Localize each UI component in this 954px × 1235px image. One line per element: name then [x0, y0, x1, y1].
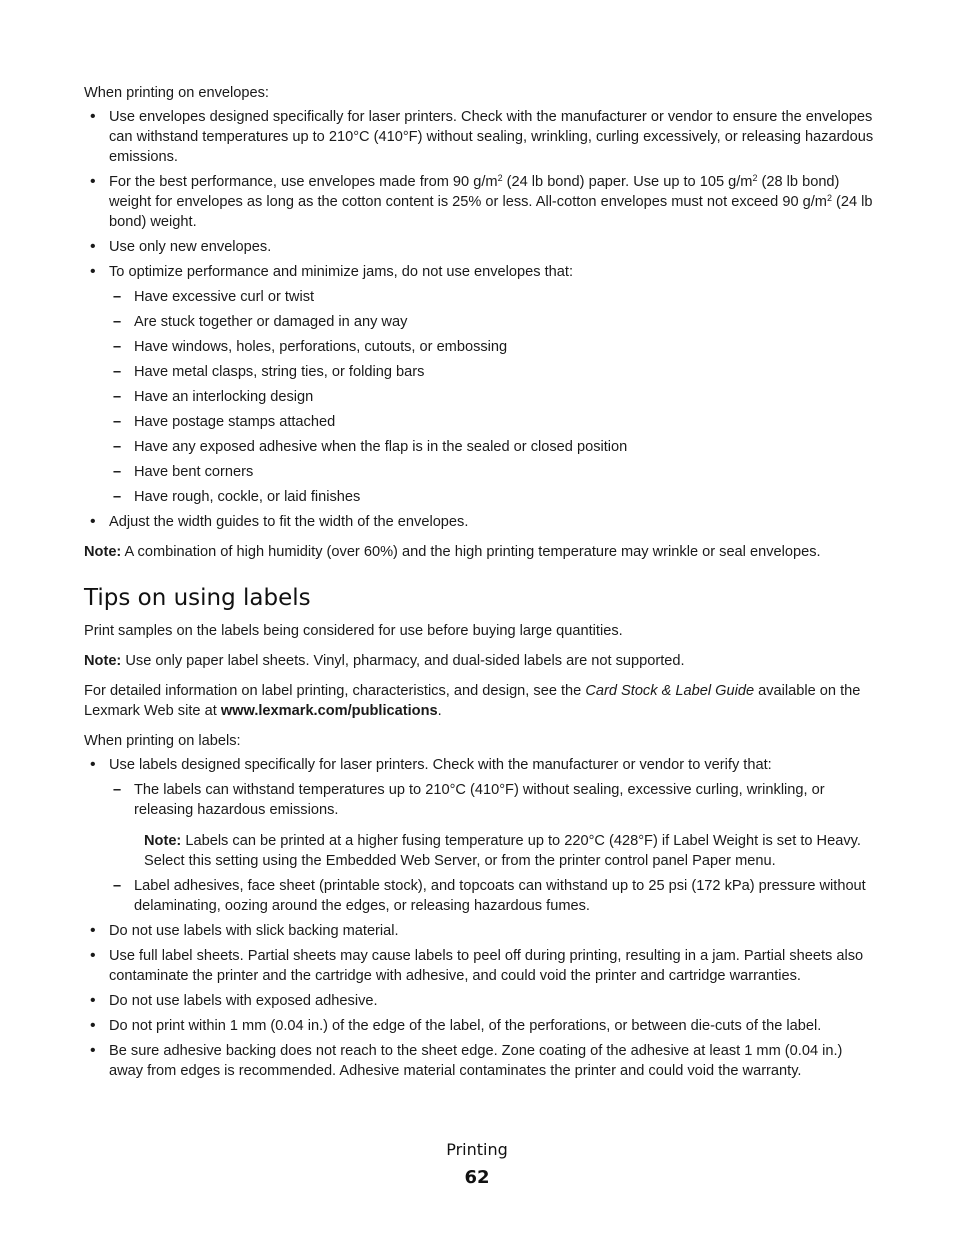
sub-list-item: – Have any exposed adhesive when the flap is in the sealed or closed position — [109, 437, 874, 457]
sub-list-item: – Have bent corners — [109, 462, 874, 482]
text-run: For detailed information on label printing, characteristics, and design, see the — [84, 683, 586, 699]
text-run: For the best performance, use envelopes made from 90 g/m — [109, 174, 498, 190]
document-body — [84, 83, 874, 1091]
envelopes-note — [84, 542, 874, 562]
text-run: (24 lb bond) paper. Use up to 105 g/m — [502, 174, 753, 190]
list-item: • Be sure adhesive backing does not reach to the sheet edge. Zone coating of the adhesive at least 1 mm (0.04 in.) away from edges is recommended. Adhesive material contaminates the printer and could void the warranty. — [84, 1041, 874, 1081]
labels-verify-list — [109, 780, 874, 916]
note-label: Note: — [144, 833, 182, 849]
list-item: • Do not use labels with exposed adhesive. — [84, 991, 874, 1011]
sub-list-item-text: The labels can withstand temperatures up to 210°C (410°F) without sealing, excessive curling, wrinkling, or releasing hazardous emissions. — [134, 782, 825, 818]
superscript: 2 — [752, 173, 758, 183]
page-number: 62 — [464, 1167, 490, 1188]
text-run: . — [437, 703, 442, 719]
envelope-avoid-list — [109, 287, 874, 507]
publications-link[interactable]: www.lexmark.com/publications — [220, 703, 438, 719]
note-text: Labels can be printed at a higher fusing temperature up to 220°C (428°F) if Label Weight is set to Heavy. Select this setting using the Embedded Web Server, or from the printer control panel Paper menu. — [144, 833, 861, 869]
text-run: (28 lb bond) weight for envelopes as long as the cotton content is 25% or less. All-cotton envelopes must not exceed 90 g/m — [109, 174, 840, 210]
sub-list-item: – Have metal clasps, string ties, or folding bars — [109, 362, 874, 382]
sub-list-item: – Have postage stamps attached — [109, 412, 874, 432]
sub-list-item: – Have an interlocking design — [109, 387, 874, 407]
list-item — [84, 755, 874, 916]
list-item — [84, 262, 874, 507]
note-label: Note: — [84, 653, 122, 669]
list-item-text: To optimize performance and minimize jams, do not use envelopes that: — [109, 264, 573, 280]
sub-list-item: – Label adhesives, face sheet (printable stock), and topcoats can withstand up to 25 psi (172 kPa) pressure without delaminating, oozing around the edges, or releasing hazardous fumes. — [109, 876, 874, 916]
sub-list-item — [109, 780, 874, 871]
labels-paragraph: Print samples on the labels being considered for use before buying large quantities. — [84, 623, 623, 639]
section-heading: Tips on using labels — [84, 585, 311, 611]
guide-title: Card Stock & Label Guide — [585, 683, 755, 699]
list-item: • Use only new envelopes. — [84, 237, 874, 257]
note-text: Use only paper label sheets. Vinyl, pharmacy, and dual-sided labels are not supported. — [121, 653, 685, 669]
text-run: (24 lb bond) weight. — [109, 194, 873, 230]
sub-list-item: – Are stuck together or damaged in any way — [109, 312, 874, 332]
labels-list — [84, 755, 874, 1081]
superscript: 2 — [826, 193, 832, 203]
list-item: • Use full label sheets. Partial sheets may cause labels to peel off during printing, resulting in a jam. Partial sheets also contaminate the printer and the cartridge with adhesive, and could void the printer and cartridge warranties. — [84, 946, 874, 986]
labels-guide-paragraph — [84, 681, 874, 721]
labels-intro: When printing on labels: — [84, 733, 241, 749]
sub-list-item: – Have windows, holes, perforations, cutouts, or embossing — [109, 337, 874, 357]
list-item: • Adjust the width guides to fit the width of the envelopes. — [84, 512, 874, 532]
envelopes-intro: When printing on envelopes: — [84, 85, 269, 101]
text-run: available on the Lexmark Web site at — [84, 683, 861, 719]
superscript: 2 — [497, 173, 503, 183]
inner-note — [144, 831, 874, 871]
list-item-text: Use labels designed specifically for laser printers. Check with the manufacturer or vendor to verify that: — [109, 757, 772, 773]
list-item: • Do not use labels with slick backing material. — [84, 921, 874, 941]
sub-list-item: – Have excessive curl or twist — [109, 287, 874, 307]
note-text: A combination of high humidity (over 60%) and the high printing temperature may wrinkle or seal envelopes. — [121, 544, 821, 560]
envelopes-list — [84, 107, 874, 532]
footer-section-name: Printing — [446, 1140, 508, 1159]
list-item — [84, 172, 874, 232]
sub-list-item: – Have rough, cockle, or laid finishes — [109, 487, 874, 507]
labels-note — [84, 651, 874, 671]
note-label: Note: — [84, 544, 122, 560]
list-item: • Do not print within 1 mm (0.04 in.) of the edge of the label, of the perforations, or between die-cuts of the label. — [84, 1016, 874, 1036]
list-item: • Use envelopes designed specifically for laser printers. Check with the manufacturer or vendor to ensure the envelopes can withstand temperatures up to 210°C (410°F) without sealing, wrinkling, curling excessively, or releasing hazardous emissions. — [84, 107, 874, 167]
